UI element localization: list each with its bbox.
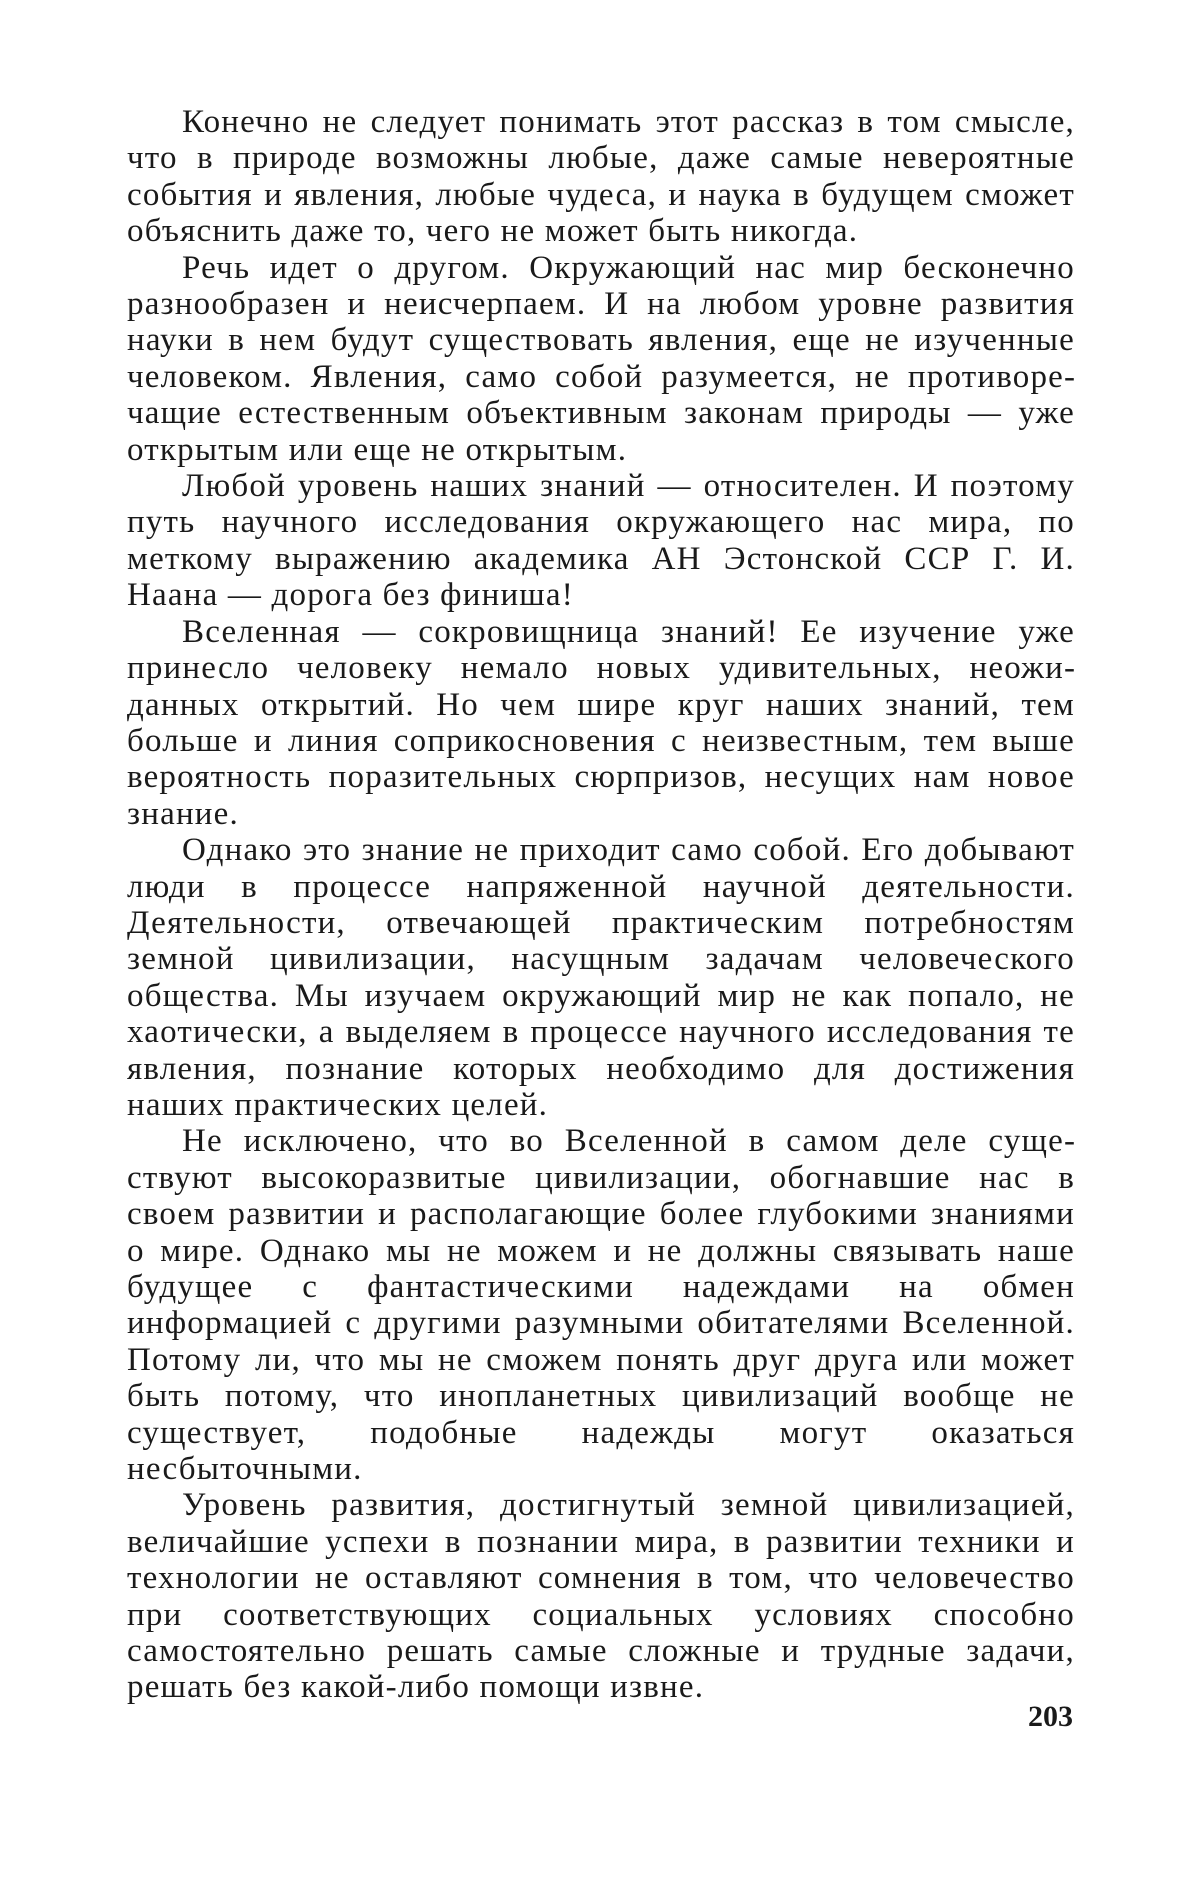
paragraph-5: Однако это знание не приходит само собой. Его добывают люди в процессе напряженной научной деятельности. Деятельности, отвечающей практическим потребностям земной цивилизации, насущным задачам человеческого общества. Мы изучаем окружающий мир не как попало, не хаотически, а выделяем в процессе научного исследования те явления, познание которых необходимо для достижения наших практических целей. — [127, 832, 1075, 1123]
paragraph-4: Вселенная — сокровищница знаний! Ее изучение уже принесло человеку немало новых удивительных, неожиданных открытий. Но чем шире круг наших знаний, тем больше и линия соприкосновения с неизвестным, тем выше вероятность поразительных сюрпризов, несущих нам новое знание. — [127, 613, 1075, 832]
paragraph-6: Не исключено, что во Вселенной в самом деле существуют высокоразвитые цивилизации, обогнавшие нас в своем развитии и располагающие более глубокими знаниями о мире. Однако мы не можем и не должны связывать наше будущее с фантастическими надеждами на обмен информацией с другими разумными обитателями Вселенной. Потому ли, что мы не сможем понять друг друга или может быть потому, что инопланетных цивилизаций вообще не существует, подобные надежды могут оказаться несбыточными. — [127, 1123, 1075, 1488]
page-body — [127, 104, 1075, 1706]
paragraph-7: Уровень развития, достигнутый земной цивилизацией, величайшие успехи в познании мира, в развитии техники и технологии не оставляют сомнения в том, что человечество при соответствующих социальных условиях способно самостоятельно решать самые сложные и трудные задачи, решать без какой-либо помощи извне. — [127, 1487, 1075, 1706]
page-number: 203 — [1028, 1700, 1073, 1733]
paragraph-2: Речь идет о другом. Окружающий нас мир бесконечно разнообразен и неисчерпаем. И на любом уровне развития науки в нем будут существовать явления, еще не изученные человеком. Явления, само собой разумеется, не противоречащие естественным объективным законам природы — уже открытым или еще не открытым. — [127, 249, 1075, 468]
paragraph-1: Конечно не следует понимать этот рассказ в том смысле, что в природе возможны любые, даже самые невероятные события и явления, любые чудеса, и наука в будущем сможет объяснить даже то, чего не может быть никогда. — [127, 104, 1075, 250]
paragraph-3: Любой уровень наших знаний — относителен. И поэтому путь научного исследования окружающего нас мира, по меткому выражению академика АН Эстонской ССР Г. И. Наана — дорога без финиша! — [127, 468, 1075, 614]
